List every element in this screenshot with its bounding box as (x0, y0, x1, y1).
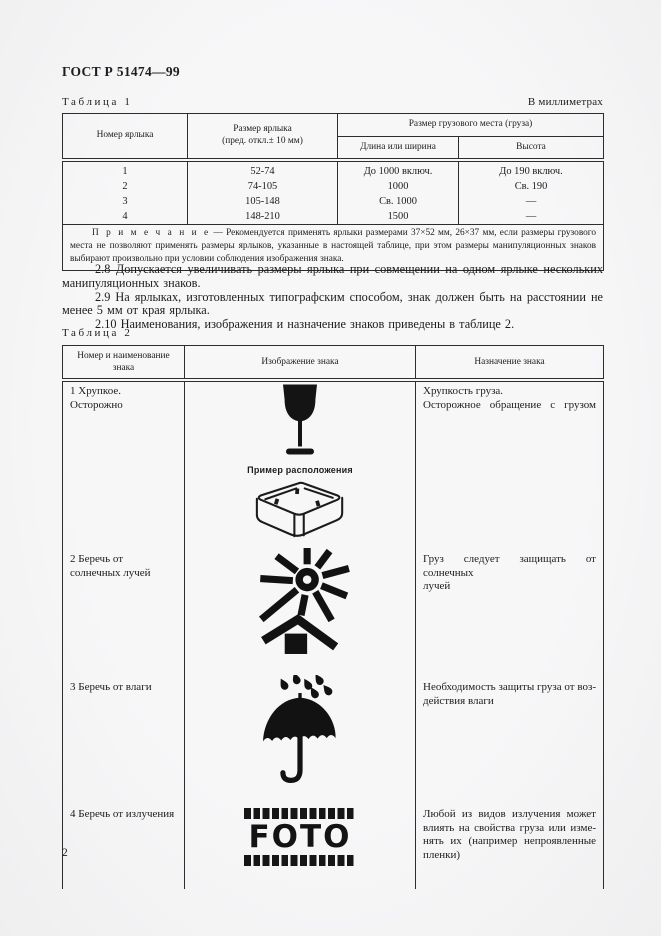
table-row (63, 160, 604, 179)
table1-header-cargo-group: Размер грузового места (груза) (338, 114, 604, 137)
cell-height: — (459, 209, 604, 225)
cell-size: 105-148 (188, 194, 338, 209)
table-row (63, 194, 604, 209)
crate-placement-figure (248, 480, 352, 540)
table1-header-length: Длина или ширина (338, 137, 459, 161)
table-row (63, 550, 604, 671)
cell-size: 52-74 (188, 160, 338, 179)
table1-note: П р и м е ч а н и е — Рекомендуется применять ярлыки размерами 37×52 мм, 26×37 мм, если размеры грузового места не позволяют применять размеры ярлыков, указанные в настоящей таблице, при этом размеры манипуляционных знаков выбирают произвольно при условии соблюдения изображения знака. (63, 225, 604, 271)
table2-header-name: Номер и наименование знака (63, 346, 185, 381)
sign-image-cell (185, 550, 416, 671)
sign-name-cell: 2 Беречь от солнечных лучей (63, 550, 185, 671)
sign-image-cell (185, 671, 416, 796)
table-row (63, 209, 604, 225)
table1-header-number: Номер ярлыка (63, 114, 188, 161)
cell-length: До 1000 включ. (338, 160, 459, 179)
table-row (63, 671, 604, 796)
standard-code: ГОСТ Р 51474—99 (62, 64, 180, 79)
sign-name-cell: 3 Беречь от влаги (63, 671, 185, 796)
figure-caption: Пример расположения (247, 464, 353, 475)
table1-header-height: Высота (459, 137, 604, 161)
cell-size: 148-210 (188, 209, 338, 225)
keep-dry-umbrella-icon (252, 675, 348, 787)
table1-caption-row (62, 96, 603, 108)
cell-length: 1500 (338, 209, 459, 225)
fragile-glass-icon (282, 384, 318, 457)
cell-length: Св. 1000 (338, 194, 459, 209)
cell-height: До 190 включ. (459, 160, 604, 179)
cell-length: 1000 (338, 179, 459, 194)
cell-number: 2 (63, 179, 188, 194)
sign-name-cell: 1 Хрупкое. Осторожно (63, 380, 185, 550)
sign-image-cell (185, 796, 416, 889)
sign-purpose-cell: Груз следует защищать от солнечных лучей (416, 550, 604, 671)
keep-away-from-sunlight-icon (246, 548, 354, 654)
table2-caption: Таблица 2 (62, 327, 133, 339)
cell-number: 3 (63, 194, 188, 209)
table-row (63, 179, 604, 194)
table-row (63, 796, 604, 889)
sign-purpose-cell: Хрупкость груза. Осторожное обращение с грузом (416, 380, 604, 550)
table1 (62, 113, 604, 271)
cell-number: 4 (63, 209, 188, 225)
cell-size: 74-105 (188, 179, 338, 194)
film-strip-top (244, 808, 356, 819)
cell-height: — (459, 194, 604, 209)
sign-purpose-cell: Любой из видов излучения может влиять на свойства груза или изме- нять их (например непроявленные пленки) (416, 796, 604, 889)
table-row (63, 380, 604, 550)
cell-height: Св. 190 (459, 179, 604, 194)
table2 (62, 345, 604, 889)
table1-header-size: Размер ярлыка (пред. откл.± 10 мм) (188, 114, 338, 161)
paragraph-2-10: 2.10 Наименования, изображения и назначение знаков приведены в таблице 2. (95, 317, 515, 332)
cell-number: 1 (63, 160, 188, 179)
sign-purpose-cell: Необходимость защиты груза от воз- действия влаги (416, 671, 604, 796)
table1-note-text: — Рекомендуется применять ярлыки размерами 37×52 мм, 26×37 мм, если размеры грузового места не позволяют применять размеры ярлыков, указанные в настоящей таблице, при этом размеры манипуляционных знаков выбирают произвольно при условии соблюдения изображения знака. (70, 228, 597, 264)
paragraph-2-9: 2.9 На ярлыках, изготовленных типографским способом, знак должен быть на расстоянии не менее 5 мм от края ярлыка. (62, 289, 603, 318)
sign-image-cell (185, 380, 416, 550)
table2-header-image: Изображение знака (185, 346, 416, 381)
foto-label: FOTO (248, 819, 352, 855)
paragraph-2-8: 2.8 Допускается увеличивать размеры ярлыка при совмещении на одном ярлыке нескольких манипуляционных знаков. (62, 262, 603, 290)
table1-caption: Таблица 1 (62, 96, 133, 108)
film-strip-bottom (244, 855, 356, 866)
sign-name-cell: 4 Беречь от излучения (63, 796, 185, 889)
units-label: В миллиметрах (527, 96, 603, 108)
table2-header-purpose: Назначение знака (416, 346, 604, 381)
body-paragraphs (62, 263, 603, 332)
protect-from-radiation-film-icon (244, 808, 356, 866)
page-number: 2 (62, 847, 68, 859)
table2-caption-row (62, 327, 603, 339)
